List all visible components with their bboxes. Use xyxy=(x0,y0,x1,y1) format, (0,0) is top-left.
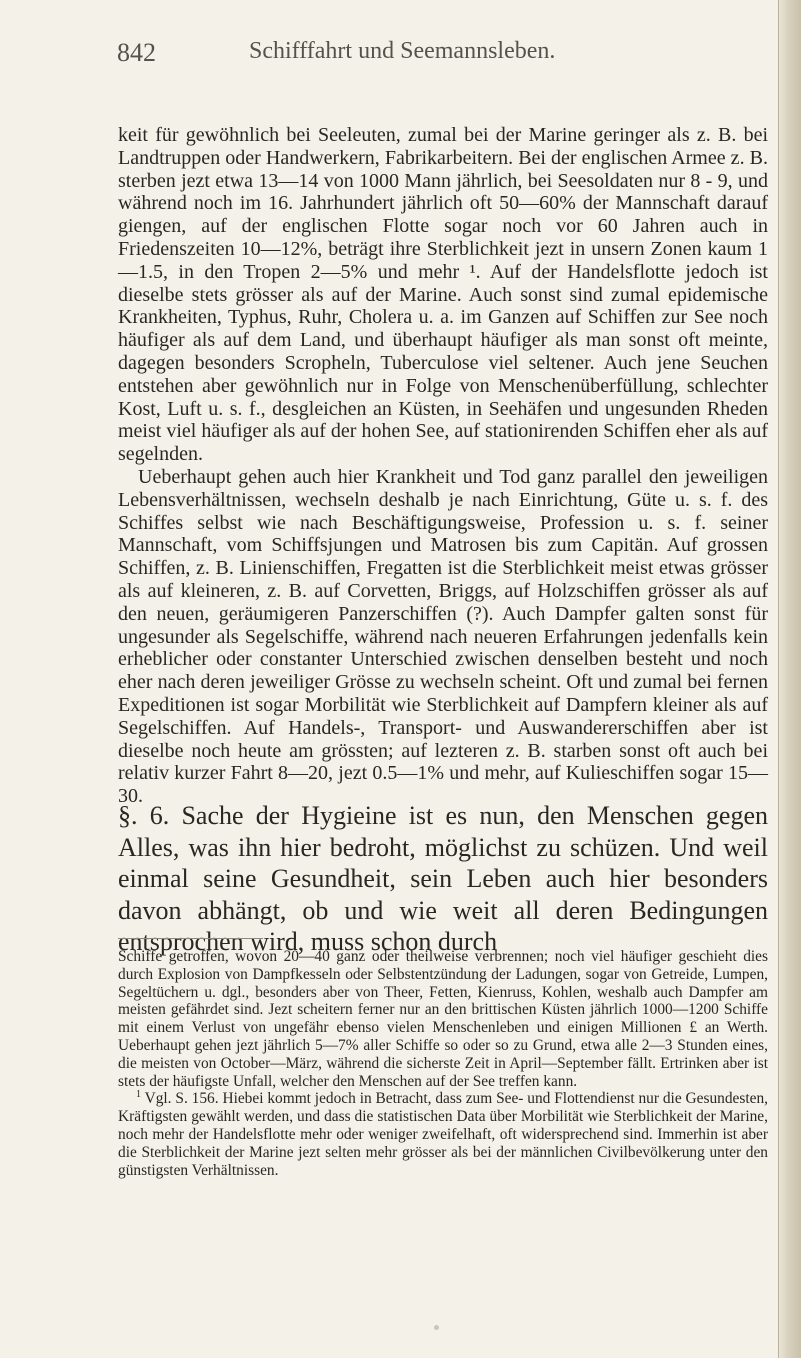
body-text xyxy=(118,124,768,808)
footnote-mark: 1 xyxy=(136,1089,141,1101)
paper-stain xyxy=(434,1325,439,1330)
page-number: 842 xyxy=(117,38,156,67)
footnote-continuation: Schiffe getroffen, wovon 20—40 ganz oder theilweise verbrennen; noch viel häufiger geschieht dies durch Explosion von Dampfkesseln oder Selbstentzündung der Ladungen, sogar von Getreide, Lumpen, Segeltüchern u. dgl., besonders aber von Theer, Fetten, Kienruss, Kohlen, weshalb auch Dampfer am meisten gefährdet sind. Jezt scheitern ferner nur an den brittischen Küsten jährlich 1000—1200 Schiffe mit einem Verlust von ungefähr ebenso vielen Menschenleben und einigen Millionen £ an Werth. Ueberhaupt gehen jezt jährlich 5—7% aller Schiffe so oder so zu Grund, etwa alle 2—3 Stunden eines, die meisten von October—März, während die sicherste Zeit in April—September fällt. Ertrinken aber ist stets der häufigste Unfall, welcher den Menschen auf der See treffen kann. xyxy=(118,948,768,1090)
page-header xyxy=(117,38,737,78)
footnote-divider xyxy=(118,938,263,939)
paragraph: Ueberhaupt gehen auch hier Krankheit und Tod ganz parallel den jeweiligen Lebensverhältnissen, wechseln deshalb je nach Einrichtung, Güte u. s. f. des Schiffes selbst wie nach Beschäftigungsweise, Profession u. s. f. seiner Mannschaft, vom Schiffsjungen und Matrosen bis zum Capitän. Auf grossen Schiffen, z. B. Linienschiffen, Fregatten ist die Sterblichkeit meist etwas grösser als auf kleineren, z. B. auf Corvetten, Briggs, auf Holzschiffen grösser als auf den neuen, geräumigeren Panzerschiffen (?). Auch Dampfer galten sonst für ungesunder als Segelschiffe, während nach neueren Erfahrungen jedenfalls kein erheblicher oder constanter Unterschied zwischen denselben besteht und noch eher nach deren jeweiliger Grösse zu wechseln scheint. Oft und zumal bei fernen Expeditionen ist sogar Morbilität wie Sterblichkeit auf Dampfern kleiner als auf Segelschiffen. Auf Handels-, Transport- und Auswandererschiffen aber ist dieselbe noch heute am grössten; auf lezteren z. B. starben sonst oft auch bei relativ kurzer Fahrt 8—20, jezt 0.5—1% und mehr, auf Kulieschiffen sogar 15—30. xyxy=(118,465,768,808)
section-text: Sache der Hygieine ist es nun, den Menschen gegen Alles, was ihn hier bedroht, möglichst zu schüzen. Und weil einmal seine Gesundheit, sein Leben auch hier besonders davon abhängt, ob und wie weit all deren Bedingungen entsprochen wird, muss schon durch xyxy=(118,801,769,956)
footnote-1 xyxy=(118,1090,768,1179)
section-number: §. 6. xyxy=(118,801,170,830)
running-title: Schifffahrt und Seemannsleben. xyxy=(249,38,556,64)
section-paragraph xyxy=(118,800,768,958)
footnote-1-text: Vgl. S. 156. Hiebei kommt jedoch in Betracht, dass zum See- und Flottendienst nur die Gesundesten, Kräftigsten gewählt werden, und dass die statistischen Data über Morbilität wie Sterblichkeit der Marine, noch mehr der Handelsflotte mehr oder weniger zweifelhaft, oft widersprechend sind. Immerhin ist aber die Sterblichkeit der Marine jezt selten mehr grösser als bei der männlichen Civilbevölkerung unter den günstigsten Verhältnissen. xyxy=(118,1090,768,1179)
paragraph: keit für gewöhnlich bei Seeleuten, zumal bei der Marine geringer als z. B. bei Landtruppen oder Handwerkern, Fabrikarbeitern. Bei der englischen Armee z. B. sterben jezt etwa 13—14 von 1000 Mann jährlich, bei Seesoldaten nur 8 - 9, und während noch im 16. Jahrhundert jährlich oft 50—60% der Mannschaft darauf giengen, auf der englischen Flotte sogar noch vor 60 Jahren auch in Friedenszeiten 10—12%, beträgt ihre Sterblichkeit jezt in unsern Zonen kaum 1—1.5, in den Tropen 2—5% und mehr ¹. Auf der Handelsflotte jedoch ist dieselbe stets grösser als auf der Marine. Auch sonst sind zumal epidemische Krankheiten, Typhus, Ruhr, Cholera u. a. im Ganzen auf Schiffen zur See noch häufiger als auf dem Land, und überhaupt häufiger als man sonst oft meinte, dagegen besonders Scropheln, Tuberculose viel seltener. Auch jene Seuchen entstehen aber gewöhnlich nur in Folge von Menschenüberfüllung, schlechter Kost, Luft u. s. f., desgleichen an Küsten, in Seehäfen und ungesunden Rheden meist viel häufiger als auf der hohen See, auf stationirenden Schiffen eher als auf segelnden. xyxy=(118,124,768,466)
footnotes xyxy=(118,948,768,1179)
page-edge xyxy=(778,0,801,1358)
